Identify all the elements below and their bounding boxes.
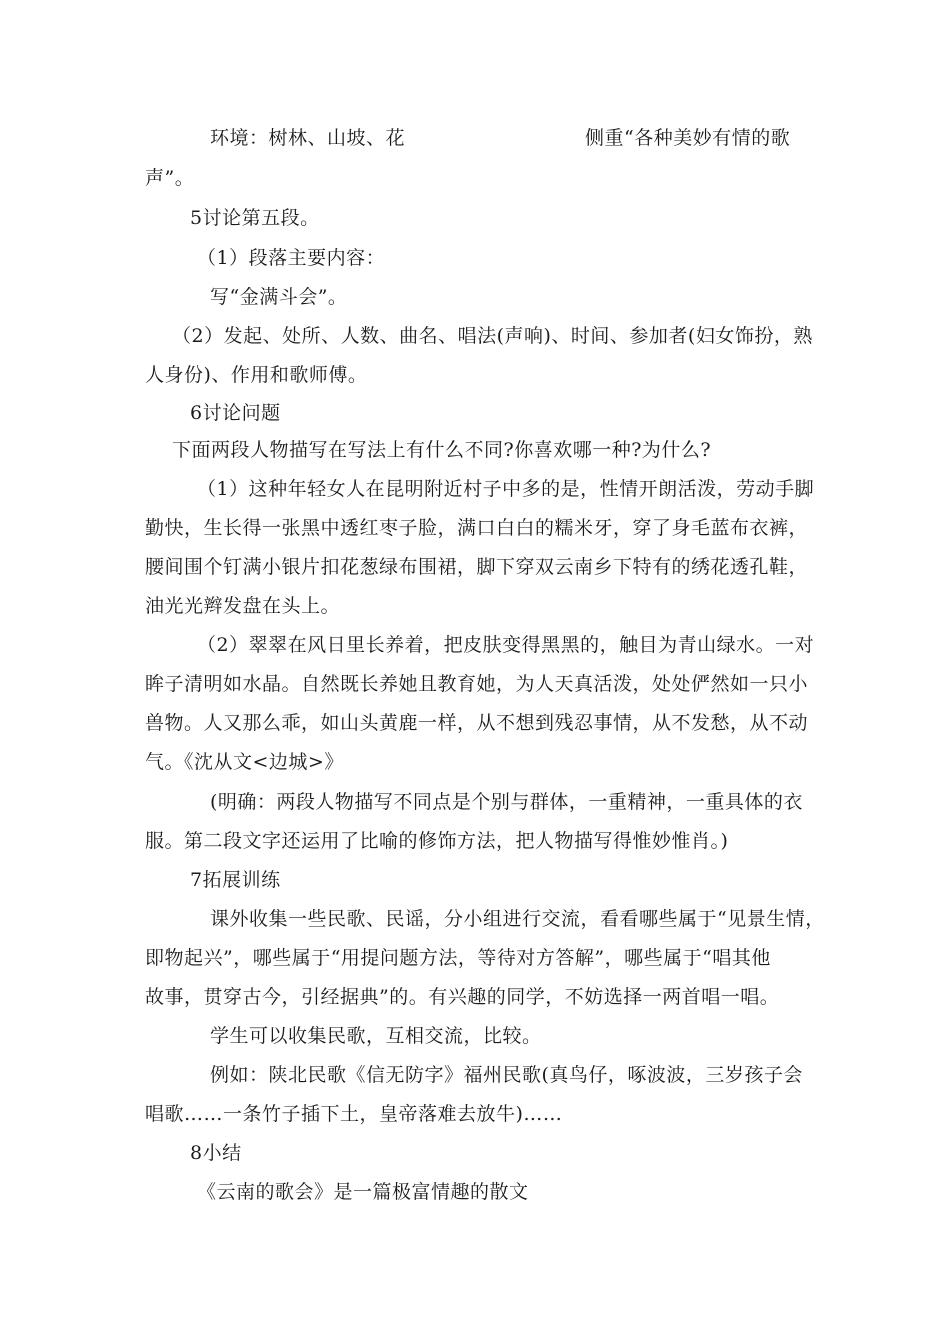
section-5-question-2: （2）发起、处所、人数、曲名、唱法(声响)、时间、参加者(妇女饰扮，熟 — [172, 325, 813, 347]
answer-line-2: 服。第二段文字还运用了比喻的修饰方法，把人物描写得惟妙惟肖。) — [145, 830, 729, 852]
section-6-question: 下面两段人物描写在写法上有什么不同?你喜欢哪一种?为什么? — [172, 439, 712, 461]
section-7-line-5: 例如：陕北民歌《信无防字》福州民歌(真鸟仔，啄波波，三岁孩子会 — [210, 1064, 803, 1086]
answer-line-1: (明确：两段人物描写不同点是个别与群体，一重精神，一重具体的衣 — [210, 791, 803, 813]
section-7-heading: 7拓展训练 — [190, 869, 281, 891]
section-8-line-1: 《云南的歌会》是一篇极富情趣的散文 — [197, 1181, 529, 1203]
section-8-heading: 8小结 — [190, 1142, 242, 1164]
section-7-line-1: 课外收集一些民歌、民谣，分小组进行交流，看看哪些属于“见景生情， — [210, 908, 825, 930]
env-line-right: 侧重“各种美妙有情的歌 — [585, 127, 791, 149]
passage-2-line-1: （2）翠翠在风日里长养着，把皮肤变得黑黑的，触目为青山绿水。一对 — [197, 634, 815, 656]
passage-1-line-1: （1）这种年轻女人在昆明附近村子中多的是，性情开朗活泼，劳动手脚 — [197, 478, 815, 500]
env-line-left: 环境：树林、山坡、花 — [210, 127, 406, 149]
section-6-heading: 6讨论问题 — [190, 402, 281, 424]
passage-1-line-2: 勤快，生长得一张黑中透红枣子脸，满口白白的糯米牙，穿了身毛蓝布衣裤， — [145, 517, 809, 539]
passage-2-line-2: 眸子清明如水晶。自然既长养她且教育她，为人天真活泼，处处俨然如一只小 — [145, 673, 809, 695]
section-5-question-1: （1）段落主要内容： — [197, 247, 386, 269]
section-5-question-2-cont: 人身份)、作用和歌师傅。 — [145, 364, 368, 386]
env-line-continued: 声”。 — [145, 167, 195, 189]
passage-1-line-4: 油光光辫发盘在头上。 — [145, 595, 341, 617]
passage-2-line-3: 兽物。人又那么乖，如山头黄鹿一样，从不想到残忍事情，从不发愁，从不动 — [145, 712, 809, 734]
section-7-line-6: 唱歌……一条竹子插下土，皇帝落难去放牛)…… — [145, 1103, 563, 1125]
section-5-heading: 5讨论第五段。 — [190, 207, 320, 229]
section-7-line-3: 故事，贯穿古今，引经据典”的。有兴趣的同学，不妨选择一两首唱一唱。 — [145, 986, 780, 1008]
section-7-line-2: 即物起兴”，哪些属于“用提问题方法，等待对方答解”，哪些属于“唱其他 — [145, 947, 771, 969]
section-7-line-4: 学生可以收集民歌，互相交流，比较。 — [210, 1025, 542, 1047]
section-5-answer-1: 写“金满斗会”。 — [210, 286, 348, 308]
passage-1-line-3: 腰间围个钉满小银片扣花葱绿布围裙，脚下穿双云南乡下特有的绣花透孔鞋， — [145, 556, 809, 578]
passage-2-line-4: 气。《沈从文<边城>》 — [145, 751, 344, 773]
